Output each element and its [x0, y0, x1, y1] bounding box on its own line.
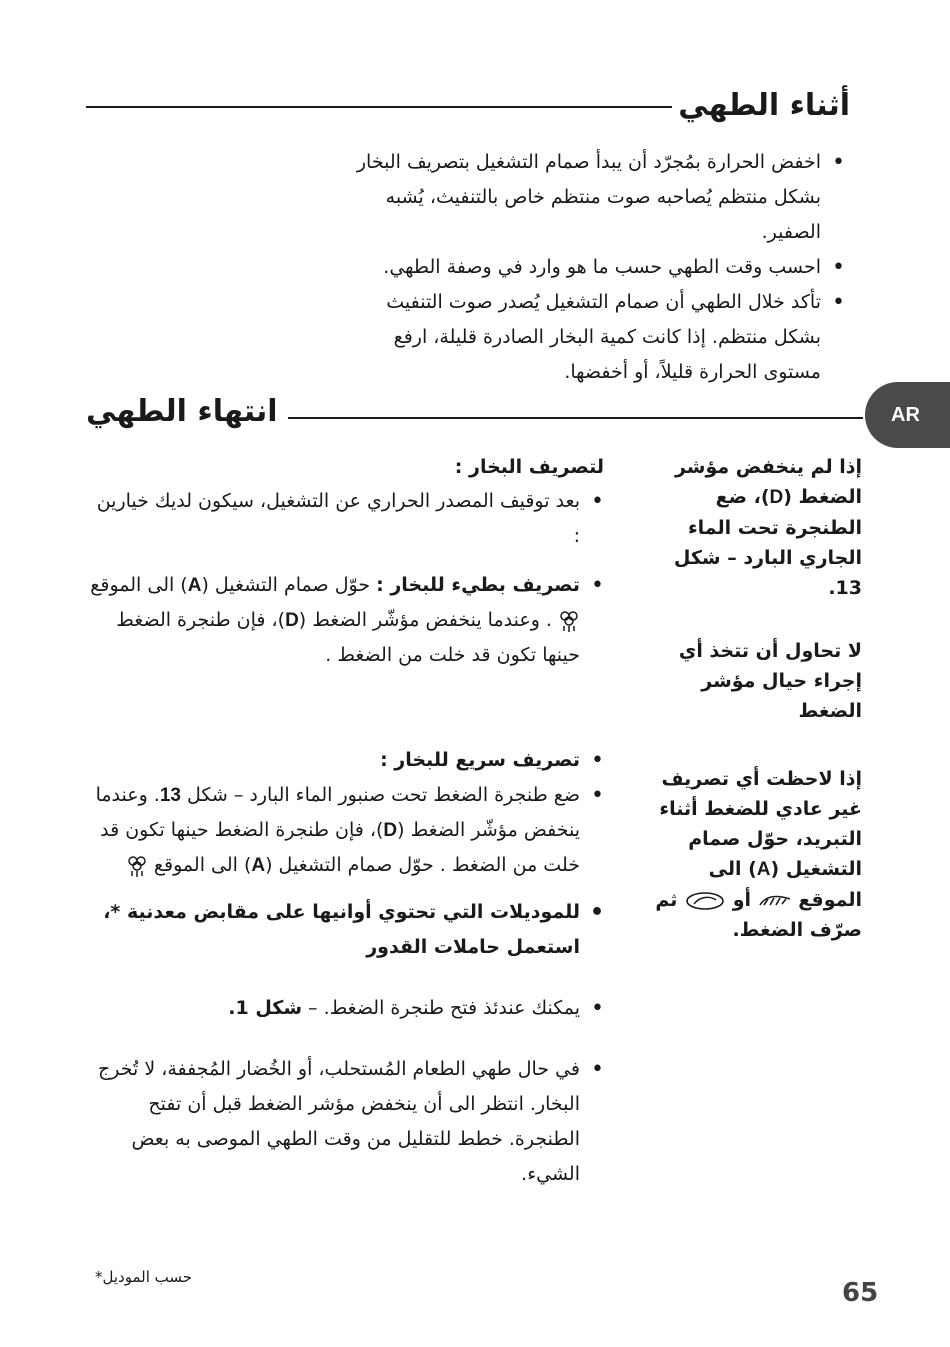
list-item-foam-food: • في حال طهي الطعام المُستحلب، أو الخُضار المُجففة، لا تُخرج البخار. انتظر الى أن ينخفض مؤشر الضغط قبل أن تفتح الطنجرة. خطط للتقليل من وقت الطهي الموصى به بعض الشيء.	[86, 1052, 604, 1192]
list-item-slow-release: • تصريف بطيء للبخار : حوّل صمام التشغيل (A) الى الموقع . وعندما ينخفض مؤشّر الضغط (D)، فإن طنجرة الضغط حينها تكون قد خلت من الضغط .	[86, 568, 604, 673]
section-title-end-of-cooking: انتهاء الطهي	[86, 394, 278, 429]
list-item: • اخفض الحرارة بمُجرّد أن يبدأ صمام التشغيل بتصريف البخار بشكل منتظم يُصاحبه صوت منتظم خاص بالتنفيث، يُشبه الصفير.	[345, 145, 845, 250]
sidebar-note-abnormal-release: إذا لاحظت أي تصريف غير عادي للضغط أثناء التبريد، حوّل صمام التشغيل (A) الى الموقع أو ثم صرّف الضغط.	[655, 768, 862, 941]
page-number: 65	[842, 1278, 879, 1308]
section-rule	[86, 106, 672, 108]
steam-release-icon	[758, 891, 792, 911]
list-item-fast-release: • ضع طنجرة الضغط تحت صنبور الماء البارد – شكل 13. وعندما ينخفض مؤشّر الضغط (D)، فإن طنجرة الضغط حينها تكون قد خلت من الضغط . حوّل صمام التشغيل (A) الى الموقع	[86, 778, 604, 883]
list-item: • احسب وقت الطهي حسب ما هو وارد في وصفة الطهي.	[345, 250, 845, 285]
section-title-during-cooking: أثناء الطهي	[678, 88, 850, 123]
steam-release-icon	[126, 854, 148, 878]
list-item-fast-release-heading: • تصريف سريع للبخار :	[86, 743, 604, 778]
section-rule	[288, 417, 863, 419]
footnote: حسب الموديل*	[95, 1268, 193, 1286]
sidebar-note-warning: لا تحاول أن تتخذ أي إجراء حيال مؤشر الضغط	[678, 640, 862, 722]
list-item-open-cooker: • يمكنك عندئذ فتح طنجرة الضغط. – شكل 1.	[86, 991, 604, 1026]
end-of-cooking-list	[86, 484, 604, 1192]
language-tab: AR	[865, 382, 950, 448]
steam-release-heading: لتصريف البخار :	[454, 456, 604, 478]
steam-release-icon	[558, 609, 580, 633]
list-item: • تأكد خلال الطهي أن صمام التشغيل يُصدر صوت التنفيث بشكل منتظم. إذا كانت كمية البخار الصادرة قليلة، ارفع مستوى الحرارة قليلاً، أو أخفضها.	[345, 285, 845, 390]
sidebar-note-pressure-indicator: إذا لم ينخفض مؤشر الضغط (D)، ضع الطنجرة تحت الماء الجاري البارد – شكل 13.	[673, 456, 862, 599]
list-item-metal-handles: • للموديلات التي تحتوي أوانيها على مقابض معدنية *، استعمل حاملات القدور	[86, 895, 604, 965]
gentle-steam-icon	[684, 890, 726, 912]
during-cooking-list	[345, 145, 845, 390]
list-item: • بعد توقيف المصدر الحراري عن التشغيل، سيكون لديك خيارين :	[86, 484, 604, 554]
